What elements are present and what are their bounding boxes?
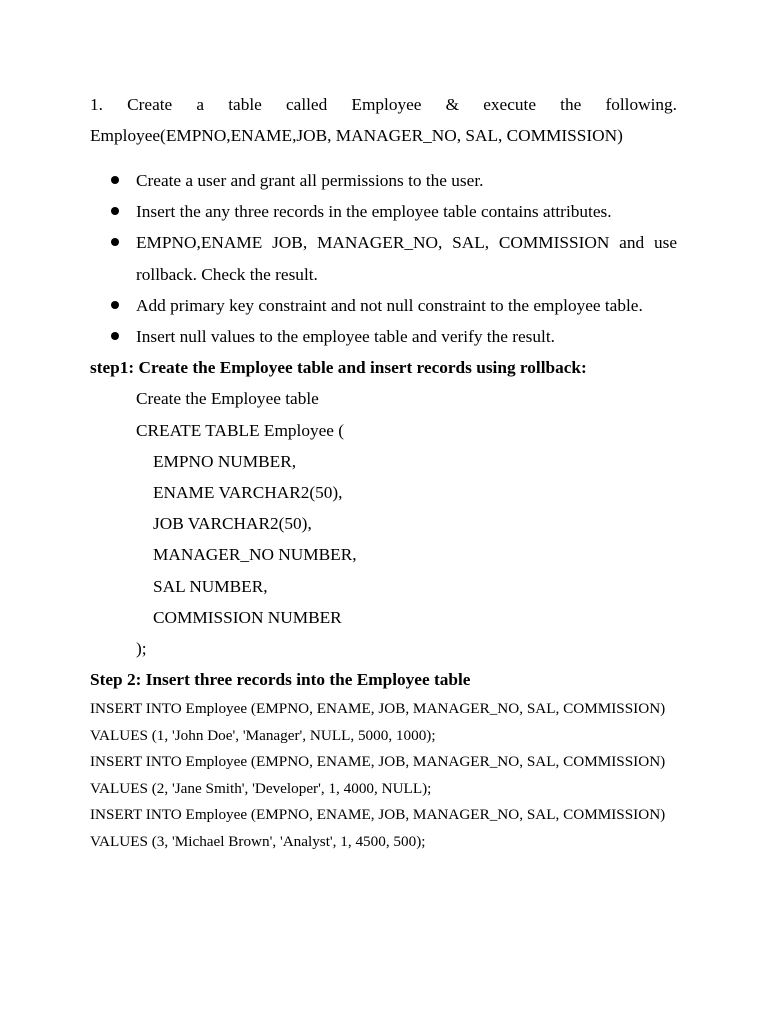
code-line: INSERT INTO Employee (EMPNO, ENAME, JOB, MANAGER_NO, SAL, COMMISSION): [90, 753, 666, 770]
code-line: COMMISSION NUMBER: [153, 608, 342, 627]
code-line: VALUES (3, 'Michael Brown', 'Analyst', 1, 4500, 500);: [90, 833, 426, 850]
list-item-text: rollback. Check the result.: [136, 265, 318, 284]
list-item-text: EMPNO,ENAME JOB, MANAGER_NO, SAL, COMMISSION and use: [136, 233, 677, 252]
code-line: EMPNO NUMBER,: [153, 452, 297, 471]
bullet-icon: [111, 332, 119, 340]
code-line: );: [136, 639, 147, 658]
code-line: SAL NUMBER,: [153, 577, 268, 596]
bullet-icon: [111, 207, 119, 215]
step1-heading: step1: Create the Employee table and insert records using rollback:: [90, 358, 587, 377]
step2-heading: Step 2: Insert three records into the Employee table: [90, 670, 471, 689]
code-line: VALUES (1, 'John Doe', 'Manager', NULL, 5000, 1000);: [90, 727, 436, 744]
list-item-text: Insert null values to the employee table and verify the result.: [136, 327, 555, 346]
question-line-1: 1. Create a table called Employee & execute the following.: [90, 95, 677, 114]
code-line: CREATE TABLE Employee (: [136, 421, 345, 440]
code-line: ENAME VARCHAR2(50),: [153, 483, 343, 502]
code-line: VALUES (2, 'Jane Smith', 'Developer', 1, 4000, NULL);: [90, 780, 432, 797]
code-line: JOB VARCHAR2(50),: [153, 514, 312, 533]
list-item-text: Create a user and grant all permissions to the user.: [136, 171, 484, 190]
code-line: INSERT INTO Employee (EMPNO, ENAME, JOB, MANAGER_NO, SAL, COMMISSION): [90, 700, 666, 717]
list-item-text: Add primary key constraint and not null constraint to the employee table.: [136, 296, 643, 315]
question-line-2: Employee(EMPNO,ENAME,JOB, MANAGER_NO, SAL, COMMISSION): [90, 126, 623, 145]
bullet-icon: [111, 301, 119, 309]
list-item-text: Insert the any three records in the employee table contains attributes.: [136, 202, 612, 221]
code-line: INSERT INTO Employee (EMPNO, ENAME, JOB, MANAGER_NO, SAL, COMMISSION): [90, 806, 666, 823]
step1-intro: Create the Employee table: [136, 389, 319, 408]
bullet-icon: [111, 176, 119, 184]
code-line: MANAGER_NO NUMBER,: [153, 545, 357, 564]
bullet-icon: [111, 238, 119, 246]
